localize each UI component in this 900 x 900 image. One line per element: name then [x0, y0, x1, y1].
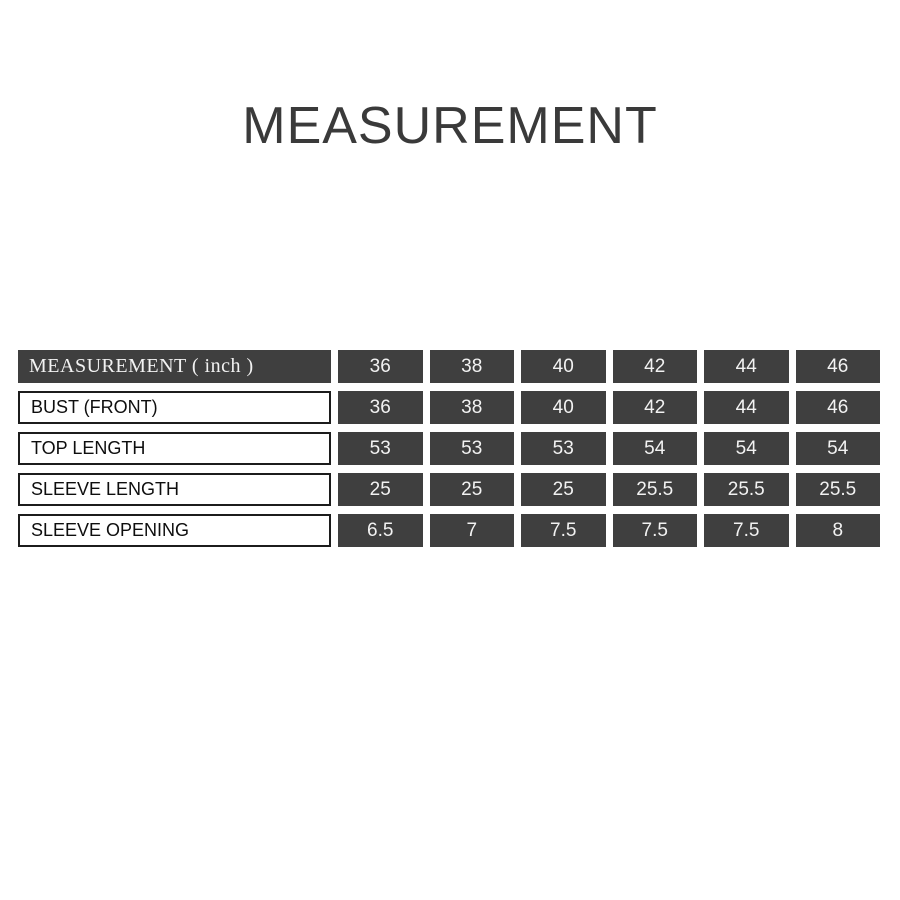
value-cell: 36 — [338, 391, 423, 424]
row-label-cell: SLEEVE LENGTH — [18, 473, 331, 506]
table-row — [18, 514, 880, 547]
value-cell: 44 — [704, 391, 789, 424]
value-cell: 8 — [796, 514, 881, 547]
value-cell: 7.5 — [704, 514, 789, 547]
value-cell: 7.5 — [521, 514, 606, 547]
value-cell: 46 — [796, 391, 881, 424]
value-cell: 25 — [430, 473, 515, 506]
value-cell: 53 — [430, 432, 515, 465]
size-cell: 38 — [430, 350, 515, 383]
page-title: MEASUREMENT — [242, 97, 658, 155]
value-cell: 25 — [521, 473, 606, 506]
size-cell: 46 — [796, 350, 881, 383]
table-row — [18, 473, 880, 506]
value-cell: 7 — [430, 514, 515, 547]
value-cell: 6.5 — [338, 514, 423, 547]
row-label-cell: TOP LENGTH — [18, 432, 331, 465]
table-row — [18, 391, 880, 424]
value-cell: 7.5 — [613, 514, 698, 547]
value-cell: 40 — [521, 391, 606, 424]
table-row — [18, 432, 880, 465]
value-cell: 53 — [338, 432, 423, 465]
value-cell: 38 — [430, 391, 515, 424]
value-cell: 54 — [613, 432, 698, 465]
value-cell: 53 — [521, 432, 606, 465]
value-cell: 54 — [796, 432, 881, 465]
value-cell: 42 — [613, 391, 698, 424]
value-cell: 25.5 — [796, 473, 881, 506]
value-cell: 25 — [338, 473, 423, 506]
size-cell: 40 — [521, 350, 606, 383]
row-label-cell: SLEEVE OPENING — [18, 514, 331, 547]
table-header-row — [18, 350, 880, 383]
size-cell: 36 — [338, 350, 423, 383]
value-cell: 25.5 — [704, 473, 789, 506]
row-label-cell: BUST (FRONT) — [18, 391, 331, 424]
value-cell: 25.5 — [613, 473, 698, 506]
size-cell: 44 — [704, 350, 789, 383]
size-cell: 42 — [613, 350, 698, 383]
measurement-table — [18, 350, 880, 555]
header-label-cell: MEASUREMENT ( inch ) — [18, 350, 331, 383]
value-cell: 54 — [704, 432, 789, 465]
